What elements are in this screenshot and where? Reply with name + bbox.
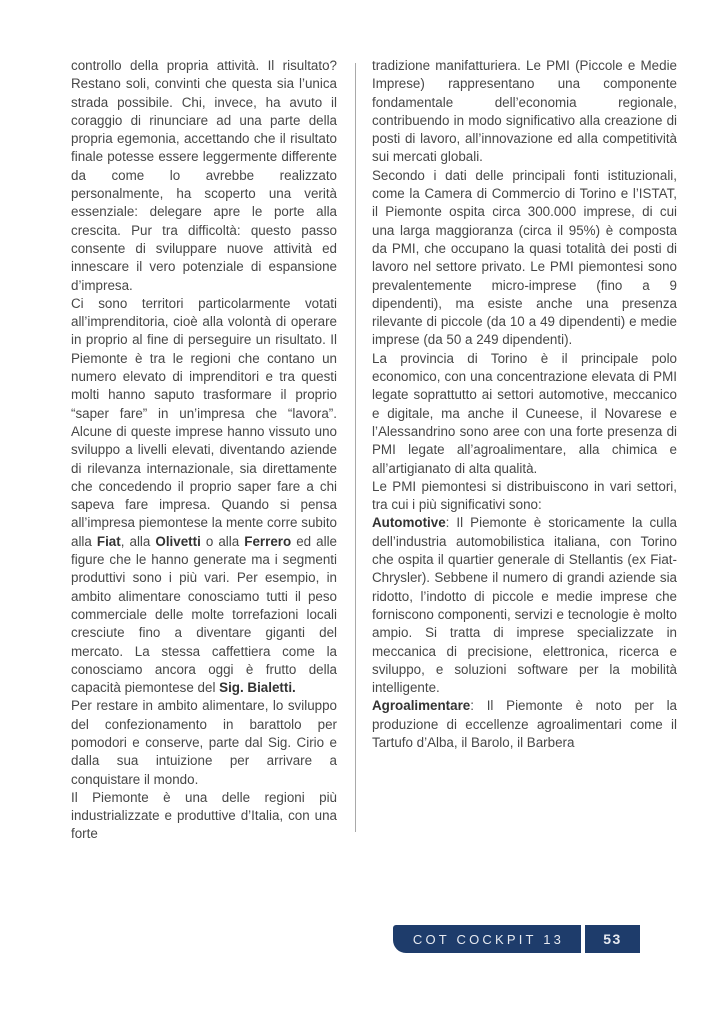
- magazine-title-bar: [393, 925, 581, 953]
- paragraph: Secondo i dati delle principali fonti istituzionali, come la Camera di Commercio di Torino e l’ISTAT, il Piemonte ospita circa 300.000 imprese, di cui una larga maggioranza (circa il 95%) è composta da PMI, che occupano la quasi totalità dei posti di lavoro nel settore privato. Le PMI piemontesi sono prevalentemente micro-imprese (fino a 9 dipendenti), ma esiste anche una presenza rilevante di piccole (da 10 a 49 dipendenti) e medie imprese (da 50 a 249 dipendenti).: [372, 167, 677, 348]
- paragraph: Il Piemonte è una delle regioni più industrializzate e produttive d’Italia, con una forte: [71, 789, 337, 842]
- paragraph: Ci sono territori particolarmente votati all’imprenditoria, cioè alla volontà di operare in proprio al fine di perseguire un risultato. Il Piemonte è tra le regioni che contano un numero elevato di imprenditori e tra questi molti hanno saputo trasformare il proprio “saper fare” in un’impresa che “lavora”. Alcune di queste imprese hanno vissuto uno sviluppo a livelli elevati, diventando aziende di rilevanza internazionale, sia direttamente che concedendo il proprio saper fare a chi sapeva fare impresa. Quando si pensa all’impresa piemontese la mente corre subito alla Fiat, alla Olivetti o alla Ferrero ed alle figure che le hanno generate ma i segmenti produttivi sono i più vari. Per esempio, in ambito alimentare conosciamo tutti il peso commerciale delle molte torrefazioni locali cresciute fino a diventare giganti del mercato. La stessa caffettiera come la conosciamo ancora oggi è frutto della capacità piemontese del Sig. Bialetti.: [71, 295, 338, 696]
- paragraph: Le PMI piemontesi si distribuiscono in vari settori, tra cui i più significativi sono:: [372, 478, 677, 513]
- paragraph: Agroalimentare: Il Piemonte è noto per la produzione di eccellenze agroalimentari come il Tartufo d’Alba, il Barolo, il Barbera: [372, 698, 677, 750]
- magazine-title-label: COT COCKPIT 13: [412, 931, 565, 947]
- paragraph: La provincia di Torino è il principale polo economico, con una concentrazione elevata di PMI legate soprattutto ai settori automotive, meccanico e digitale, ma anche il Cuneese, il Novarese e l’Alessandrino sono aree con una forte presenza di PMI legate all’agroalimentare, alla chimica e all’artigianato di alta qualità.: [372, 350, 677, 476]
- page-footer: [393, 925, 640, 953]
- text-column-left: [71, 57, 337, 844]
- column-divider-rule: [355, 63, 356, 832]
- text-column-right: [372, 57, 677, 752]
- page-number-badge: [585, 925, 640, 953]
- paragraph: Per restare in ambito alimentare, lo sviluppo del confezionamento in barattolo per pomodori e conserve, parte dal Sig. Cirio e dalla sua intuizione per arrivare a conquistare il mondo.: [71, 698, 337, 787]
- paragraph: Automotive: Il Piemonte è storicamente la culla dell’industria automobilistica italiana, con Torino che ospita il quartier generale di Stellantis (ex Fiat-Chrysler). Sebbene il numero di grandi aziende sia ridotto, l’indotto di piccole e medie imprese che forniscono componenti, servizi e tecnologie è molto ampio. Si tratta di imprese specializzate in meccanica di precisione, elettronica, ricerca e sviluppo, e soluzioni software per la mobilità intelligente.: [372, 515, 677, 696]
- paragraph: controllo della propria attività. Il risultato? Restano soli, convinti che questa sia l’unica strada possibile. Chi, invece, ha avuto il coraggio di rinunciare ad una parte della propria egemonia, accettando che il risultato finale potesse essere leggermente differente da come lo avrebbe realizzato personalmente, ha scoperto una verità essenziale: delegare apre le porte alla crescita. Pur tra difficoltà: questo passo consente di sviluppare nuove attività ed innescare il vero potenziale di espansione d’impresa.: [71, 58, 337, 293]
- page-number-label: 53: [603, 931, 622, 947]
- paragraph: tradizione manifatturiera. Le PMI (Piccole e Medie Imprese) rappresentano una componente fondamentale dell’economia regionale, contribuendo in modo significativo alla creazione di posti di lavoro, all’innovazione ed alla competitività sui mercati globali.: [372, 58, 677, 165]
